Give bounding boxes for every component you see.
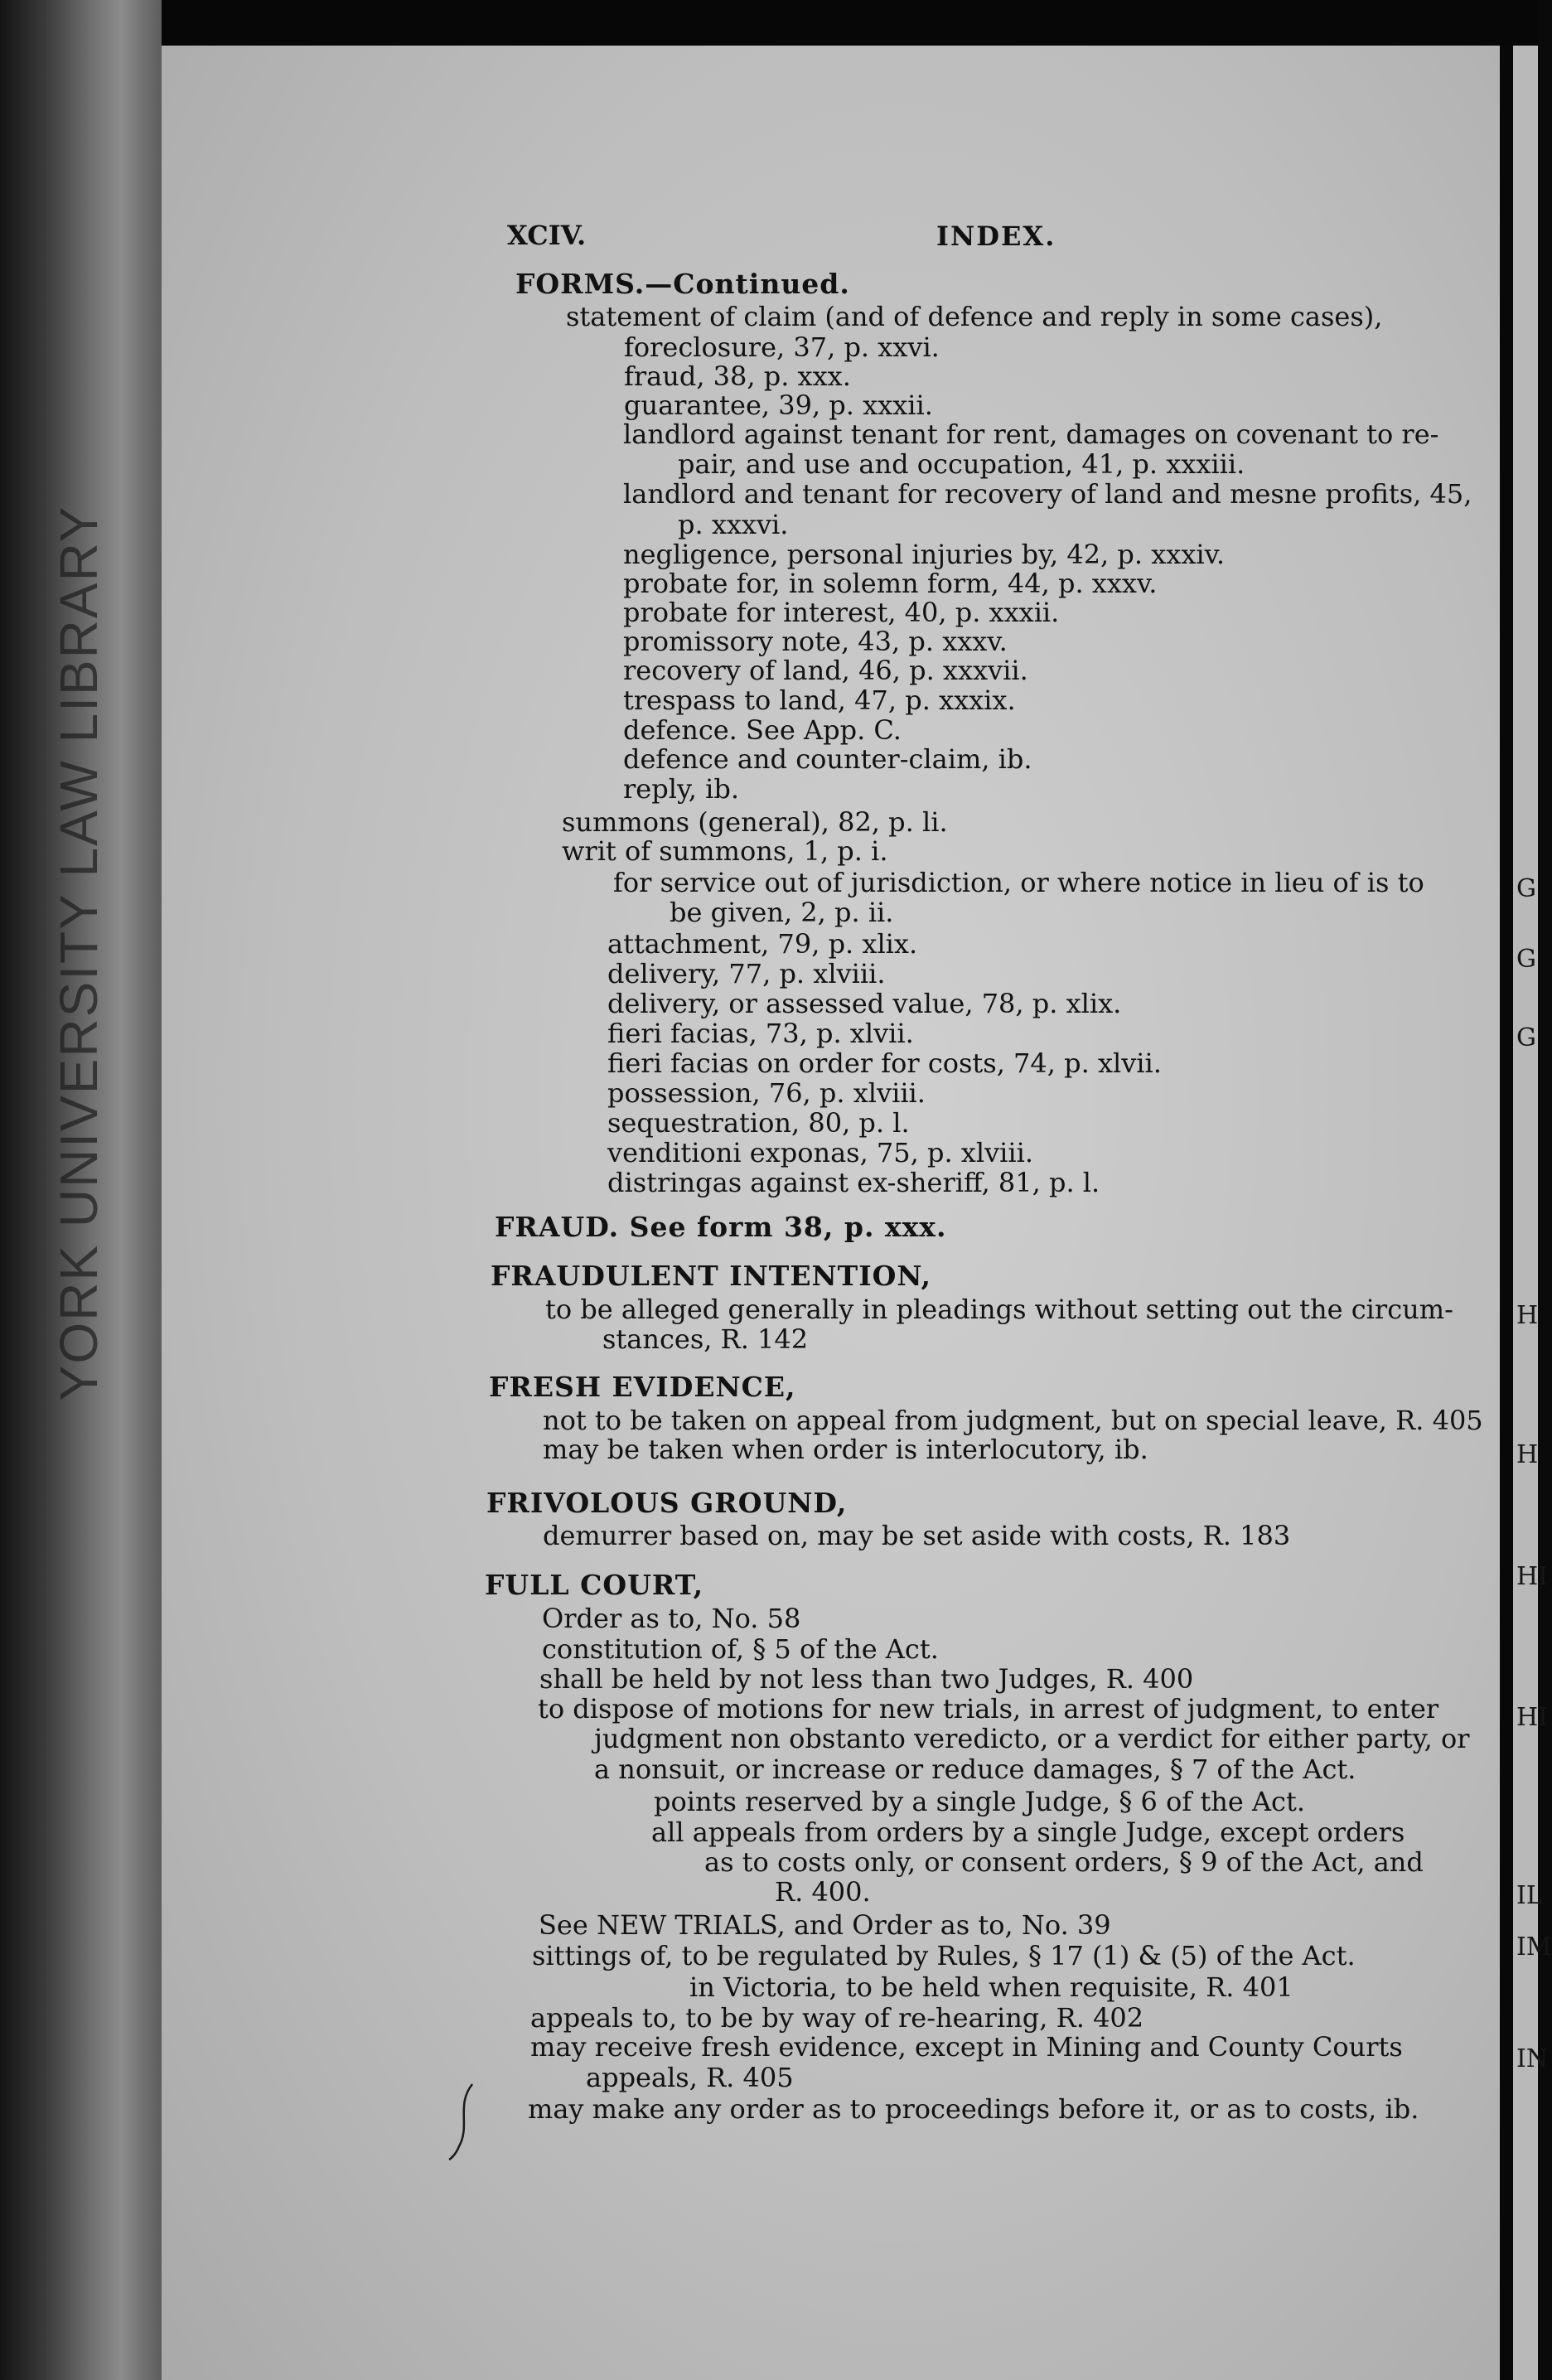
index-heading: FRAUDULENT INTENTION, (491, 1260, 931, 1292)
edge-letter: H (1516, 1440, 1539, 1469)
index-heading: FRIVOLOUS GROUND, (486, 1487, 848, 1519)
index-entry: appeals, R. 405 (586, 2062, 794, 2093)
index-heading: FRESH EVIDENCE, (489, 1371, 796, 1403)
index-entry: to be alleged generally in pleadings without setting out the circum- (545, 1294, 1453, 1325)
index-entry: may make any order as to proceedings before it, or as to costs, ib. (528, 2093, 1419, 2125)
index-entry: demurrer based on, may be set aside with costs, R. 183 (543, 1520, 1291, 1551)
index-entry: stances, R. 142 (602, 1323, 809, 1355)
page-number: XCIV. (507, 220, 587, 251)
edge-letter: HI (1516, 1703, 1549, 1732)
index-entry: venditioni exponas, 75, p. xlviii. (607, 1137, 1034, 1168)
index-entry: negligence, personal injuries by, 42, p. xxxiv. (623, 539, 1226, 570)
index-entry: as to costs only, or consent orders, § 9 of the Act, and (704, 1846, 1424, 1878)
edge-letter: IN (1516, 2044, 1549, 2073)
index-entry: may be taken when order is interlocutory, ib. (543, 1434, 1148, 1465)
library-stamp: YORK UNIVERSITY LAW LIBRARY (49, 505, 109, 1401)
edge-letter: H (1516, 1301, 1539, 1330)
edge-letter: IM (1516, 1933, 1552, 1962)
index-entry: p. xxxvi. (678, 509, 789, 540)
index-entry: judgment non obstanto veredicto, or a verdict for either party, or (594, 1723, 1470, 1754)
index-entry: landlord and tenant for recovery of land and mesne profits, 45, (623, 478, 1472, 510)
index-entry: summons (general), 82, p. li. (562, 806, 948, 838)
index-entry: fieri facias, 73, p. xlvii. (607, 1018, 914, 1049)
edge-letter: G (1516, 874, 1536, 903)
index-entry: appeals to, to be by way of re-hearing, R. 402 (530, 2002, 1144, 2034)
index-entry: shall be held by not less than two Judges, R. 400 (539, 1663, 1194, 1695)
index-entry: trespass to land, 47, p. xxxix. (623, 684, 1016, 716)
index-entry: attachment, 79, p. xlix. (607, 928, 918, 960)
index-entry: be given, 2, p. ii. (670, 897, 894, 928)
index-heading: FORMS.—Continued. (515, 268, 850, 300)
scan-top-border (0, 0, 1538, 46)
index-entry: defence. See App. C. (623, 714, 902, 746)
index-entry: may receive fresh evidence, except in Mining and County Courts (530, 2031, 1403, 2063)
edge-letter: IL (1516, 1881, 1543, 1910)
index-entry: fraud, 38, p. xxx. (624, 360, 851, 392)
index-entry: distringas against ex-sheriff, 81, p. l. (607, 1167, 1100, 1198)
index-entry: delivery, or assessed value, 78, p. xlix. (607, 988, 1122, 1019)
index-heading: FULL COURT, (485, 1569, 704, 1601)
index-heading: FRAUD. See form 38, p. xxx. (495, 1211, 947, 1243)
index-entry: sittings of, to be regulated by Rules, § 17 (1) & (5) of the Act. (532, 1940, 1356, 1971)
index-entry: points reserved by a single Judge, § 6 of the Act. (654, 1786, 1305, 1817)
index-entry: probate for, in solemn form, 44, p. xxxv. (623, 568, 1158, 599)
index-entry: possession, 76, p. xlviii. (607, 1077, 926, 1109)
edge-letter: G (1516, 1023, 1536, 1052)
index-entry: Order as to, No. 58 (542, 1603, 801, 1634)
index-entry: writ of summons, 1, p. i. (562, 835, 888, 867)
index-entry: delivery, 77, p. xlviii. (607, 958, 886, 989)
pen-mark (447, 2080, 481, 2163)
index-entry: to dispose of motions for new trials, in arrest of judgment, to enter (538, 1693, 1439, 1725)
index-entry: fieri facias on order for costs, 74, p. xlvii. (607, 1047, 1162, 1079)
index-entry: landlord against tenant for rent, damages on covenant to re- (623, 418, 1439, 450)
index-entry: R. 400. (775, 1876, 871, 1908)
adjacent-page-edge (1513, 46, 1552, 2380)
page-title: INDEX. (936, 220, 1056, 252)
index-entry: sequestration, 80, p. l. (607, 1107, 910, 1139)
index-entry: probate for interest, 40, p. xxxii. (623, 597, 1060, 628)
index-entry: See NEW TRIALS, and Order as to, No. 39 (539, 1909, 1111, 1941)
index-entry: not to be taken on appeal from judgment, but on special leave, R. 405 (543, 1405, 1483, 1436)
index-entry: defence and counter-claim, ib. (623, 743, 1032, 775)
index-entry: in Victoria, to be held when requisite, R. 401 (689, 1971, 1293, 2003)
index-entry: for service out of jurisdiction, or where notice in lieu of is to (613, 867, 1424, 898)
index-entry: statement of claim (and of defence and reply in some cases), (566, 301, 1383, 332)
index-entry: promissory note, 43, p. xxxv. (623, 626, 1008, 657)
edge-letter: HI (1516, 1562, 1549, 1591)
index-entry: a nonsuit, or increase or reduce damages, § 7 of the Act. (594, 1754, 1356, 1785)
index-entry: recovery of land, 46, p. xxxvii. (623, 655, 1028, 686)
index-entry: constitution of, § 5 of the Act. (542, 1633, 939, 1665)
index-entry: reply, ib. (623, 773, 740, 805)
index-entry: guarantee, 39, p. xxxii. (624, 389, 933, 421)
index-entry: all appeals from orders by a single Judge, except orders (651, 1816, 1405, 1848)
edge-letter: G (1516, 945, 1536, 974)
book-spine (0, 0, 162, 2380)
index-entry: pair, and use and occupation, 41, p. xxxiii. (678, 448, 1245, 480)
index-entry: foreclosure, 37, p. xxvi. (624, 331, 940, 363)
